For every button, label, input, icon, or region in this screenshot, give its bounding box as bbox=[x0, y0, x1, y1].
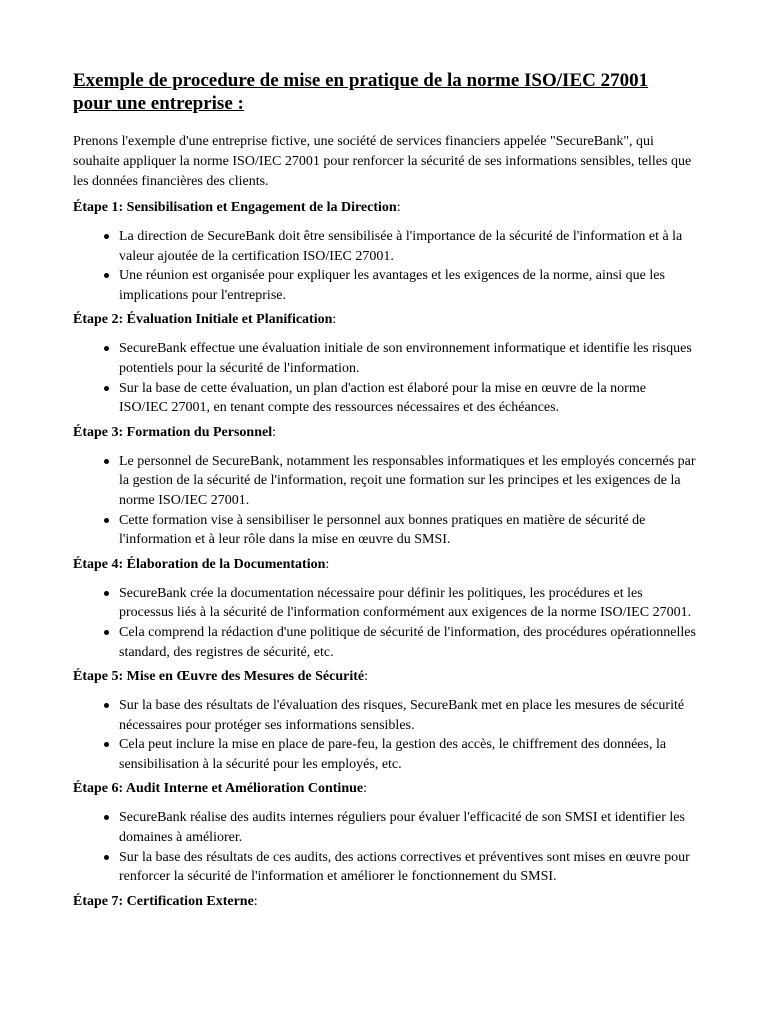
step-section bbox=[73, 779, 696, 886]
step-heading bbox=[73, 892, 696, 912]
bullet-list bbox=[73, 696, 696, 774]
step-heading-colon: : bbox=[332, 312, 337, 328]
bullet-item: Le personnel de SecureBank, notamment les responsables informatiques et les employés concernés par la gestion de la sécurité de l'information, reçoit une formation sur les principes et les exigences de la norme ISO/IEC 27001. bbox=[119, 452, 696, 511]
step-heading-colon: : bbox=[364, 669, 368, 685]
step-heading bbox=[73, 198, 696, 218]
step-heading-label: Étape 3: Formation du Personnel bbox=[73, 424, 273, 440]
bullet-item: SecureBank crée la documentation nécessaire pour définir les politiques, les procédures et les processus liés à la sécurité de l'information conformément aux exigences de la norme ISO/IEC 27001. bbox=[119, 584, 696, 623]
bullet-item: La direction de SecureBank doit être sensibilisée à l'importance de la sécurité de l'information et à la valeur ajoutée de la certification ISO/IEC 27001. bbox=[119, 227, 696, 266]
bullet-item: Cela peut inclure la mise en place de pare-feu, la gestion des accès, le chiffrement des données, la sensibilisation à la sécurité pour les employés, etc. bbox=[119, 735, 696, 774]
step-heading-label: Étape 1: Sensibilisation et Engagement de la Direction bbox=[73, 200, 397, 215]
bullet-item: Sur la base des résultats de l'évaluation des risques, SecureBank met en place les mesures de sécurité nécessaires pour protéger ses informations sensibles. bbox=[119, 696, 696, 735]
step-section bbox=[73, 198, 696, 305]
step-section bbox=[73, 667, 696, 774]
step-section bbox=[73, 555, 696, 662]
bullet-list bbox=[73, 584, 696, 662]
step-heading-colon: : bbox=[272, 424, 276, 440]
step-section bbox=[73, 423, 696, 550]
bullet-item: Sur la base de cette évaluation, un plan d'action est élaboré pour la mise en œuvre de la norme ISO/IEC 27001, en tenant compte des ressources nécessaires et des échéances. bbox=[119, 379, 696, 418]
document-title: Exemple de procedure de mise en pratique de la norme ISO/IEC 27001 pour une entreprise : bbox=[73, 70, 649, 114]
step-section bbox=[73, 892, 696, 912]
step-heading bbox=[73, 555, 696, 575]
step-heading-colon: : bbox=[253, 893, 258, 909]
bullet-item: Une réunion est organisée pour expliquer les avantages et les exigences de la norme, ainsi que les implications pour l'entreprise. bbox=[119, 266, 696, 305]
bullet-item: Cette formation vise à sensibiliser le personnel aux bonnes pratiques en matière de sécurité de l'information et à leur rôle dans la mise en œuvre du SMSI. bbox=[119, 511, 696, 550]
step-heading bbox=[73, 310, 696, 330]
steps-container bbox=[73, 198, 696, 912]
bullet-list bbox=[73, 339, 696, 417]
bullet-list bbox=[73, 452, 696, 550]
step-heading bbox=[73, 423, 696, 443]
step-heading-label: Étape 6: Audit Interne et Amélioration Continue bbox=[73, 781, 364, 797]
step-heading-colon: : bbox=[363, 781, 367, 797]
step-heading-colon: : bbox=[396, 200, 401, 215]
step-heading-colon: : bbox=[325, 556, 330, 572]
bullet-item: Sur la base des résultats de ces audits, des actions correctives et préventives sont mises en œuvre pour renforcer la sécurité de l'information et améliorer le fonctionnement du SMSI. bbox=[119, 848, 696, 887]
bullet-item: SecureBank réalise des audits internes réguliers pour évaluer l'efficacité de son SMSI et identifier les domaines à améliorer. bbox=[119, 808, 696, 847]
intro-paragraph: Prenons l'exemple d'une entreprise fictive, une société de services financiers appelée "SecureBank", qui souhaite appliquer la norme ISO/IEC 27001 pour renforcer la sécurité de ses informations sensibles, telles que les données financières des clients. bbox=[73, 134, 692, 189]
step-heading bbox=[73, 667, 696, 687]
bullet-list bbox=[73, 808, 696, 886]
bullet-item: Cela comprend la rédaction d'une politique de sécurité de l'information, des procédures opérationnelles standard, des registres de sécurité, etc. bbox=[119, 623, 696, 662]
step-heading-label: Étape 5: Mise en Œuvre des Mesures de Sécurité bbox=[73, 669, 365, 685]
step-section bbox=[73, 310, 696, 417]
step-heading bbox=[73, 779, 696, 799]
bullet-item: SecureBank effectue une évaluation initiale de son environnement informatique et identifie les risques potentiels pour la sécurité de l'information. bbox=[119, 339, 696, 378]
step-heading-label: Étape 4: Élaboration de la Documentation bbox=[73, 556, 326, 572]
bullet-list bbox=[73, 227, 696, 305]
step-heading-label: Étape 2: Évaluation Initiale et Planification bbox=[73, 312, 333, 328]
step-heading-label: Étape 7: Certification Externe bbox=[73, 893, 254, 909]
